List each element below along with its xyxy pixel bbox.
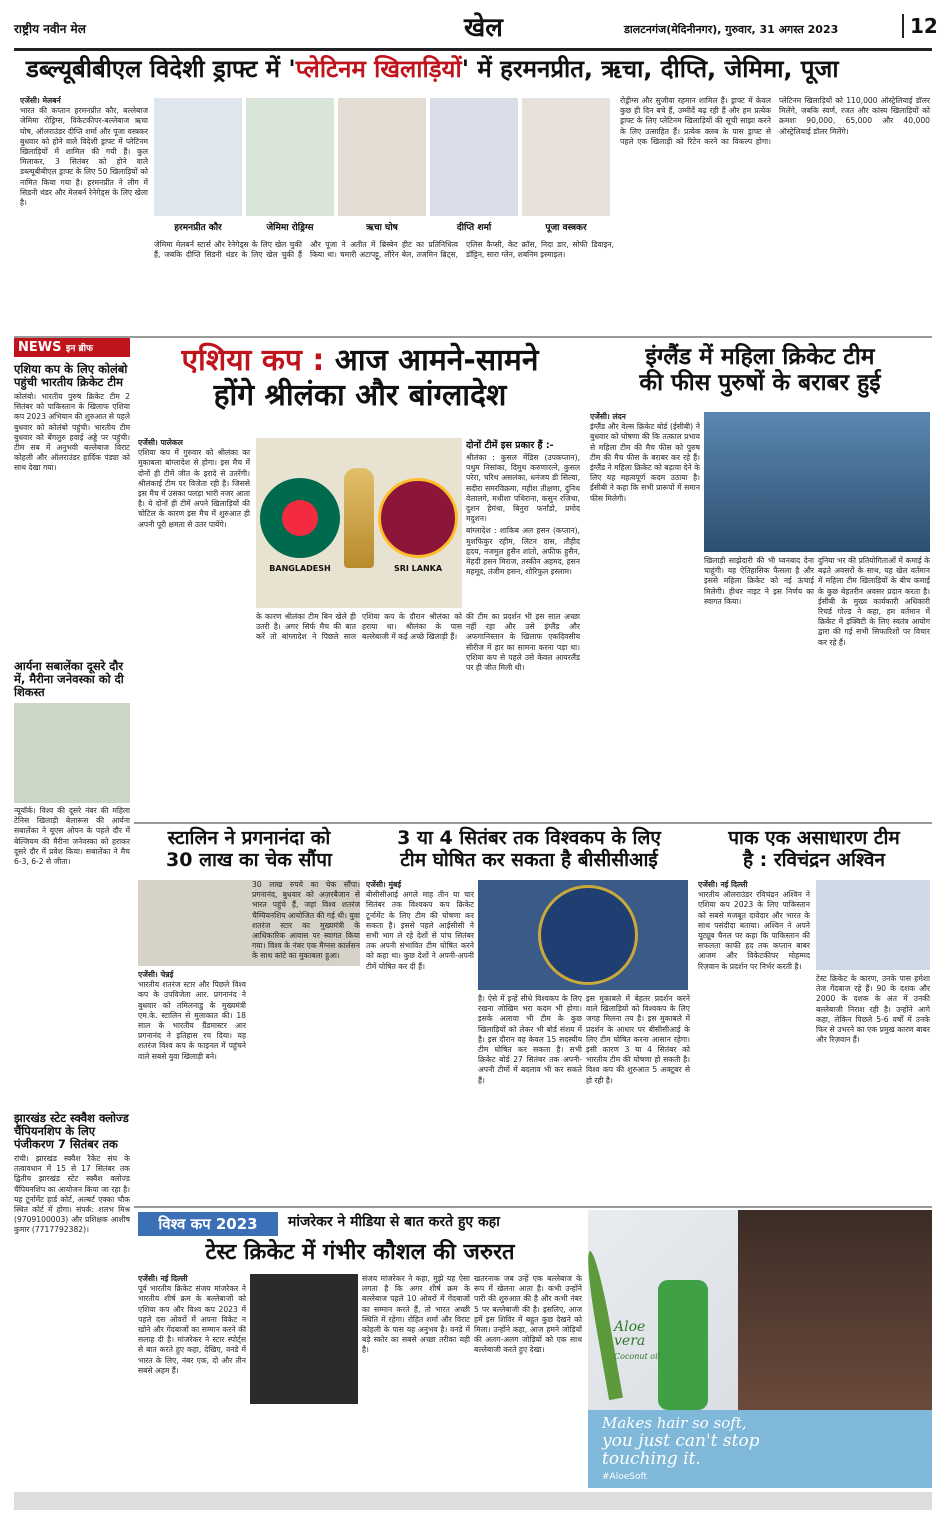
player-photo-2: [246, 98, 334, 216]
story7-headline: टेस्ट क्रिकेट में गंभीर कौशल की जरुरत: [205, 1240, 515, 1265]
issue-date: डालटनगंज(मेदिनीनगर), गुरुवार, 31 अगस्त 2023: [624, 23, 839, 36]
story4-text-2: 30 लाख रुपये का चेक सौंपा। प्रगनानंद, बुधवार को अज़रबैजान से भारत पहुंचे हैं, जहां विश्व शतरंज चैम्पियनशिप आयोजित की गई थी। युवा शतरंज स्टार का मुख्यमंत्री के आधिकारिक आवास पर स्वागत किया गया। विश्व के नंबर एक मैग्नस कार्लसन के साथ कांटे का मुकाबला हुआ।: [252, 880, 360, 961]
story2-headline-rest1: आज आमने-सामने: [324, 343, 539, 378]
flag-label-srilanka: SRI LANKA: [393, 564, 443, 573]
bcci-logo-photo: [478, 880, 688, 990]
story5-dateline: एजेंसी। मुंबई: [366, 880, 402, 889]
story5-text-1-body: बीसीसीआई अगले माह तीन या चार सितंबर तक विश्वकप कप क्रिकेट टूर्नामेंट के लिए टीम की घोषणा कर सकता है। इससे पहले आईसीसी ने सभी भाग ले रहे देशों से पांच सितंबर तक अपनी संभावित टीम घोषित करने को कहा था। कुछ देशों ने अपनी-अपनी टीमें घोषित कर दी हैं।: [366, 890, 474, 971]
brief-text-2: न्यूयॉर्क। विश्व की दूसरे नंबर की महिला टेनिस खिलाड़ी बेलारूस की आर्यना सबालेंका ने यूएस ओपन के पहले दौर में बेल्जियम की मैरीना जनेवस्का को हराकर दूसरे दौर में प्रवेश किया। सबालेंका ने मैच 6-3, 6-2 से जीता।: [14, 806, 130, 867]
masthead: [14, 10, 938, 51]
story7-kicker: मांजरेकर ने मीडिया से बात करते हुए कहा: [288, 1214, 500, 1230]
story3-headline: [590, 344, 930, 397]
sri-lanka-flag-icon: [378, 478, 458, 558]
story7-text-1-body: पूर्व भारतीय क्रिकेट संजय मांजरेकर ने भारतीय शीर्ष क्रम के बल्लेबाजों को एशिया कप और विश्व कप 2023 में पहले दस ओवरों में अपना विकेट न खोने और गेंदबाजों का सम्मान करने की सलाह दी है। मांजरेकर ने स्टार स्पोर्ट्स से बात करते हुए कहा, देखिए, वनडे में भारत के लिए, नंबर एक, दो और तीन सबसे अहम हैं।: [138, 1284, 246, 1375]
model-photo: [738, 1210, 932, 1410]
story1-photo-strip: [154, 98, 614, 236]
ad-line-3: touching it.: [602, 1449, 701, 1469]
player-photo-5: [522, 98, 610, 216]
story6-headline: [698, 828, 930, 872]
oil-bottle-icon: [658, 1280, 708, 1410]
story5-text-2: है। ऐसे में इन्हें सीधे विश्वकप के लिए रखना जोखिम भरा कदम भी होगा। इसके अलावा भी टीम के कुछ खिलाड़ियों को लेकर भी बोर्ड संशय में है। इस दौरान वह केवल 15 सदस्यीय टीम घोषित कर सकता है। सभी क्रिकेट बोर्ड 27 सितंबर तक अपनी-अपनी टीमों में बदलाव भी कर सकते हैं।: [478, 994, 582, 1085]
divider: [14, 336, 932, 338]
paper-name: राष्ट्रीय नवीन मेल: [14, 22, 86, 36]
teams-sri-lanka: श्रीलंका : कुसल मेंडिस (उपकप्तान), पथुम निसांका, दिमुथ करुणारत्ने, कुसल परेरा, चरिथ असलंका, धनंजय डी सिल्वा, सदीरा समरविक्रमा, महीश तीक्षणा, दुनिथ वेलालगे, मथीशा पथिराना, कसुन रजिथा, दुशन हेमंथा, बिनुरा फर्नांडो, प्रमोद मदुशन।: [466, 453, 580, 524]
england-women-team-photo: [704, 412, 930, 552]
story5-headline-2: टीम घोषित कर सकता है बीसीसीआई: [400, 848, 658, 871]
teams-title: दोनों टीमें इस प्रकार हैं :-: [466, 440, 554, 451]
story6-headline-1: पाक एक असाधारण टीम: [728, 827, 900, 849]
brief-text-3: रांची। झारखंड स्क्वैश रैकेट संघ के तत्वावधान में 15 से 17 सितंबर तक द्वितीय झारखंड स्टेट स्क्वैश क्लोज्ड चैंपियनशिप का आयोजन किया जा रहा है। यह टूर्नामेंट हार्ड कोर्ट, अल्बर्ट एक्का चौक स्थित कोर्ट में होगा। संपर्क: शलभ मिश्र (9709100003) और प्रशिक्षक आशीष कुमार (7717792382)।: [14, 1154, 130, 1235]
ad-line-1: Makes hair so soft,: [602, 1414, 747, 1432]
player-caption-4: दीप्ति शर्मा: [456, 223, 492, 233]
story2-dateline: एजेंसी। पालेकल: [138, 438, 183, 447]
brand-word-2: vera: [614, 1333, 646, 1349]
page-footer-bar: [14, 1492, 932, 1510]
asia-cup-flags-photo: [256, 438, 462, 608]
story5-text-1: [366, 880, 474, 1202]
story5-headline: [366, 828, 692, 872]
story2-teams-box: [466, 438, 580, 608]
player-caption-5: पूजा वस्त्रकर: [545, 223, 587, 233]
story3-text-1: [590, 412, 700, 818]
story1-headline: [26, 56, 926, 84]
divider: [134, 1206, 932, 1208]
news-label: NEWS: [18, 340, 62, 355]
story7-text-1: [138, 1274, 246, 1488]
story3-text-1-body: इंग्लैंड और वेल्स क्रिकेट बोर्ड (ईसीबी) ने बुधवार को घोषणा की कि तत्काल प्रभाव से महिला टीम की मैच फीस को पुरुष टीम की मैच फीस के बराबर कर रहे हैं। इंग्लैंड ने महिला क्रिकेट को बढ़ावा देने के लिए यह महत्वपूर्ण कदम उठाया है। ईसीबी ने कहा कि सभी प्रारूपों में समान फीस मिलेगी।: [590, 422, 700, 503]
story7-text-2: संजय मांजरेकर ने कहा, मुझे यह ऐसा लगता है कि अगर शीर्ष क्रम के बल्लेबाज पहले 10 ओवरों में गेंदबाजों का सम्मान करते हैं, तो भारत अच्छी स्थिति में रहेगा। रोहित शर्मा और विराट कोहली के पास यह अनुभव है। वनडे में बड़े स्कोर का सबसे अच्छा तरीका यही है।: [362, 1274, 470, 1355]
story5-text-3: इस मुकाबले में बेहतर प्रदर्शन करने वाले खिलाड़ियों को विश्वकप के लिए जगह मिलना तय है। इस मुकाबले में प्रदर्शन के आधार पर बीसीसीआई के लिए टीम घोषित करना आसान रहेगा। इसी कारण 3 या 4 सितंबर को भारतीय टीम की घोषणा हो सकती है। विश्व कप की शुरुआत 5 अक्टूबर से हो रही है।: [586, 994, 690, 1085]
brief-headline-1: एशिया कप के लिए कोलंबो पहुंची भारतीय क्रिकेट टीम: [14, 362, 128, 389]
story4-text-1-body: भारतीय शतरंज स्टार और पिछले विश्व कप के उपविजेता आर. प्रगनानंद ने बुधवार को तमिलनाडु के मुख्यमंत्री एम.के. स्टालिन से मुलाकात की। 18 साल के भारतीय ग्रैंडमास्टर आर प्रगनानंद ने इतिहास रच दिया। यह शतरंज विश्व कप के फाइनल में पहुंचने वाले सबसे युवा खिलाड़ी बने।: [138, 980, 246, 1061]
brand-word-1: Aloe: [614, 1319, 646, 1335]
story1-text-mid: जेमिमा मेलबर्न स्टार्स और रेनेगेड्स के लिए खेल चुकी हैं, जबकि दीप्ति सिडनी थंडर के लिए खेल चुकी हैं और पूजा ने अतीत में ब्रिस्बेन हीट का प्रतिनिधित्व किया था। चमारी अटापट्टू, लौरेन बेल, तजमिन ब्रिट्स, एलिस कैप्सी, केट क्रॉस, निदा डार, सोफी डिवाइन, डॉट्टिन, सारा ग्लेन, शबनिम इस्माइल।: [154, 240, 614, 260]
story3-text-2: खिलाड़ी साझेदारी की भी घ्वनबाद देना चाहूंगी। यह ऐतिहासिक फैसला है और इससे महिला क्रिकेट को नई ऊंचाई मिलेगी। हीथर नाइट ने इस निर्णय का स्वागत किया।: [704, 556, 814, 606]
story1-headline-a: डब्ल्यूबीबीएल विदेशी ड्राफ्ट में ': [26, 55, 296, 83]
section-title: खेल: [464, 13, 503, 43]
story2-text-2: के कारण श्रीलंका टीम बिन खेले ही उतरी है। अगर सिर्फ मैच की बात करें तो बांग्लादेश ने पिछले साल एशिया कप के दौरान श्रीलंका को हराया था। श्रीलंका के पास बल्लेबाजी में कई अच्छे खिलाड़ी हैं।: [256, 612, 462, 642]
story2-headline-rest2: होंगे श्रीलंका और बांग्लादेश: [213, 377, 507, 413]
story1-dateline: एजेंसी। मेलबर्न: [20, 96, 61, 105]
divider: [134, 822, 932, 824]
bcci-emblem-icon: [538, 885, 638, 985]
hair-oil-advertisement[interactable]: [588, 1210, 932, 1488]
teams-bangladesh: बांग्लादेश : शाकिब अल हसन (कप्तान), मुशफिकुर रहीम, लिटन दास, तौहीद हृदय, नजमुल हुसैन शांतो, अफीफ हुसैन, मेहदी हसन मिराज, तस्कीन अहमद, हसन महमूद, तंजीम हसन, शोरिफुल इस्लाम।: [466, 526, 580, 577]
story3-headline-1: इंग्लैंड में महिला क्रिकेट टीम: [645, 344, 875, 370]
story2-text-1-body: एशिया कप में गुरुवार को श्रीलंका का मुकाबला बांग्लादेश से होगा। इस मैच में दोनों ही टीमें जीत के इरादे से उतरेंगी। श्रीलंकाई टीम पर विजेता रही है। जिससे इस मैच में उसका पलड़ा भारी नजर आता है। ये दोनों ही टीमें अपने खिलाड़ियों की चोटिल के कारण इस मैच में शुरुआत ही अपनी पूरी क्षमता से उतर पायेंगे।: [138, 448, 250, 529]
story1-headline-c: ' में हरमनप्रीत, ऋचा, दीप्ति, जेमिमा, पूजा: [461, 55, 839, 83]
story1-text-left: भारत की कप्तान हरमनप्रीत कौर, बल्लेबाज जेमिमा रोड्रिग्स, विकेटकीपर-बल्लेबाज ऋचा घोष, ऑलराउंडर दीप्ति शर्मा और पूजा वस्त्रकर बुधवार को होने वाले विदेशी ड्राफ्ट में प्लेटिनम खिलाड़ियों में शामिल की गयी हैं। कुल मिलाकर, 3 सितंबर को होने वाले डब्ल्यूबीबीएल ड्राफ्ट के लिए 50 खिलाड़ियों को नामित किया गया है। हरमनप्रीत ने लीग में सिडनी थंडर और मेलबर्न रेनेगेड्स के लिए खेला है।: [20, 106, 148, 208]
story4-text-1: [138, 970, 246, 1202]
bangladesh-flag-icon: [260, 478, 340, 558]
aloe-brand-label: [614, 1320, 660, 1364]
brief-headline-2: आर्यना सबालेंका दूसरे दौर में, मैरीना जनेवस्का को दी शिकस्त: [14, 659, 124, 699]
flag-label-bangladesh: BANGLADESH: [269, 564, 331, 573]
player-caption-3: ऋचा घोष: [366, 223, 398, 233]
story3-dateline: एजेंसी। लंदन: [590, 412, 626, 421]
ad-hashtag: #AloeSoft: [602, 1472, 647, 1482]
story3-text-3: दुनिया भर की प्रतियोगिताओं में कमाई के बढ़ते अवसरों के साथ, यह खेल वर्तमान में महिला टीम खिलाड़ियों के बीच कमाई के कुछ बेहतरीन अवसर प्रदान करता है। ईसीबी के मुख्य कार्यकारी अधिकारी रिचर्ड गोल्ड ने कहा, हम वर्तमान में क्रिकेट में इक्विटी के लिए स्वतंत्र आयोग द्वारा की गई सभी सिफारिशों पर विचार कर रहे हैं।: [818, 556, 930, 647]
story6-headline-2: है : रविचंद्रन अश्विन: [742, 848, 886, 871]
story1-headline-b: प्लेटिनम खिलाड़ियों: [295, 55, 462, 83]
world-cup-banner: विश्व कप 2023: [138, 1212, 278, 1236]
brand-word-3: Coconut oil: [614, 1352, 661, 1361]
story1-column-left: [20, 96, 148, 334]
ashwin-photo: [816, 880, 930, 970]
story2-headline: [140, 344, 580, 413]
story1-text-right: रोड्रीग्स और सुजीवा रहमान शामिल हैं। ड्राफ्ट में केवल कुछ ही दिन बचे हैं, उम्मीदें बढ़ रही हैं और हम प्रत्येक ड्राफ्ट के लिए प्लेटिनम खिलाड़ियों की सूची साझा करने के लिए उत्साहित हैं। प्रत्येक क्लब के पास ड्राफ्ट से पहले एक खिलाड़ी को रिटेन करने का विकल्प होगा। प्लेटिनम खिलाड़ियों को 110,000 ऑस्ट्रेलियाई डॉलर मिलेंगे, जबकि स्वर्ण, रजत और कांस्य खिलाड़ियों को क्रमशः 90,000, 65,000 और 40,000 ऑस्ट्रेलियाई डॉलर मिलेंगे।: [620, 96, 930, 146]
story3-headline-2: की फीस पुरुषों के बराबर हुई: [639, 370, 881, 397]
brief-headline-3: झारखंड स्टेट स्क्वैश क्लोज्ड चैंपियनशिप के लिए पंजीकरण 7 सितंबर तक: [14, 1111, 129, 1151]
news-brief-label: [14, 338, 130, 357]
story6-dateline: एजेंसी। नई दिल्ली: [698, 880, 748, 889]
story6-text-2: टेस्ट क्रिकेट के कारण, उनके पास हमेशा तेज गेंदबाज रहे हैं। 90 के दशक और 2000 के दशक के अंत में उनकी बल्लेबाजी निराश रही है। उन्होंने आगे कहा, लेकिन पिछले 5-6 वर्षों में उनके फिर से उभरने का एक प्रमुख कारण बाबर और रिज़वान हैं।: [816, 974, 930, 1045]
manjrekar-photo: [250, 1274, 358, 1404]
story4-headline-1: स्टालिन ने प्रगनानंदा को: [167, 827, 331, 849]
player-photo-4: [430, 98, 518, 216]
brief-label: इन ब्रीफ: [66, 344, 93, 354]
player-caption-1: हरमनप्रीत कौर: [174, 223, 222, 233]
story6-text-1: [698, 880, 810, 1202]
tennis-photo: [14, 703, 130, 803]
player-photo-3: [338, 98, 426, 216]
brief-text-1: कोलंबो। भारतीय पुरुष क्रिकेट टीम 2 सितंबर को पाकिस्तान के खिलाफ एशिया कप 2023 अभियान की शुरुआत से पहले बुधवार को कोलंबो पहुंची। भारतीय टीम बुधवार को बेंगलुरु हवाई अड्डे पर पहुंची। टीम सब में अनुभवी बल्लेबाज विराट कोहली और ऑलराउंडर हार्दिक पंड्या को साथ देखा गया।: [14, 392, 130, 473]
story2-text-3: की टीम का प्रदर्शन भी इस साल अच्छा नहीं रहा और उसे इंग्लैंड और अफगानिस्तान के खिलाफ एकदिवसीय सीरीज में हार का सामना करना पड़ा था। एशिया कप से पहले उसे केवल आयरलैंड पर ही जीत मिली थी।: [466, 612, 580, 673]
story6-text-1-body: भारतीय ऑलराउंडर रविचंद्रन अश्विन ने एशिया कप 2023 के लिए पाकिस्तान को सबसे मजबूत दावेदार और भारत के साथ पसंदीदा बताया। अश्विन ने अपने यूट्यूब चैनल पर कहा कि पाकिस्तान की सफलता काफी हद तक कप्तान बाबर आजम और विकेटकीपर मोहम्मद रिज़वान के प्रदर्शन पर निर्भर करती है।: [698, 890, 810, 971]
trophy-icon: [344, 468, 374, 568]
story2-headline-red: एशिया कप :: [181, 343, 325, 378]
story4-dateline: एजेंसी। चेन्नई: [138, 970, 174, 979]
ad-line-2: you just can't stop: [602, 1431, 760, 1451]
story7-text-3: खतरनाक जब उन्हें एक बल्लेबाज के रूप में खेलना आता है। कभी उन्होंने पारी की शुरुआत की है और कभी नंबर 5 पर बल्लेबाजी की है। इसलिए, आज हमें इस शिविर में बहुत कुछ देखने को मिला। उन्होंने कहा, आज हमने जोड़ियों की अलग-अलग जोड़ियों को एक साथ बल्लेबाजी करते हुए देखा।: [474, 1274, 582, 1355]
player-caption-2: जेमिमा रोड्रिग्स: [266, 223, 314, 233]
story5-headline-1: 3 या 4 सितंबर तक विश्वकप के लिए: [397, 827, 661, 849]
page-number: 12: [902, 14, 938, 38]
story7-dateline: एजेंसी। नई दिल्ली: [138, 1274, 188, 1283]
player-photo-1: [154, 98, 242, 216]
story4-headline: [138, 828, 360, 872]
story2-text-1: [138, 438, 250, 818]
news-in-brief-sidebar: [14, 338, 130, 1488]
story4-headline-2: 30 लाख का चेक सौंपा: [166, 848, 332, 871]
